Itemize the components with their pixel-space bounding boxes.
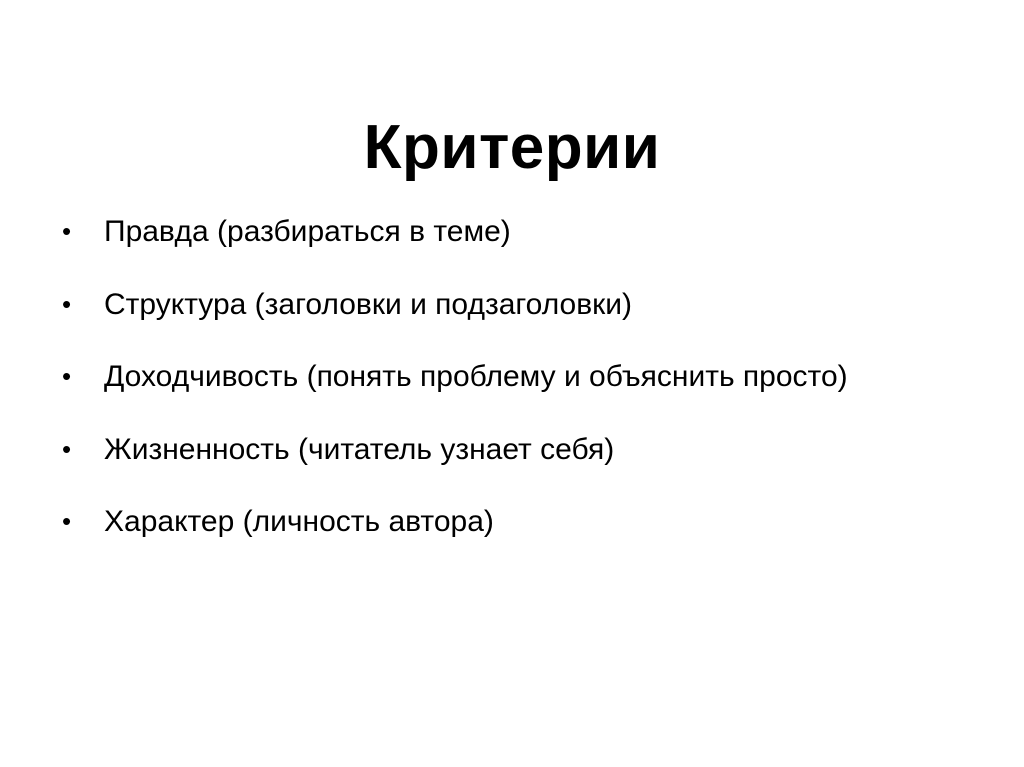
list-item-label: Доходчивость (понять проблему и объяснить просто) — [104, 360, 848, 393]
bullet-icon: • — [62, 433, 72, 464]
list-item — [62, 288, 1002, 323]
list-item — [62, 505, 1002, 540]
list-item — [62, 215, 1002, 250]
bullet-icon: • — [62, 361, 72, 391]
list-item-label: Характер (личность автора) — [104, 505, 494, 538]
list-item — [62, 433, 1002, 468]
list-item-label: Жизненность (читатель узнает себя) — [104, 432, 615, 466]
bullet-icon: • — [62, 506, 72, 536]
list-item-label: Структура (заголовки и подзаголовки) — [104, 287, 633, 321]
page-title: Критерии — [363, 112, 661, 182]
bullet-icon: • — [62, 288, 72, 319]
bullet-list — [62, 215, 1002, 578]
list-item-label: Правда (разбираться в теме) — [104, 215, 511, 248]
list-item — [62, 360, 1002, 395]
bullet-icon: • — [62, 216, 72, 246]
